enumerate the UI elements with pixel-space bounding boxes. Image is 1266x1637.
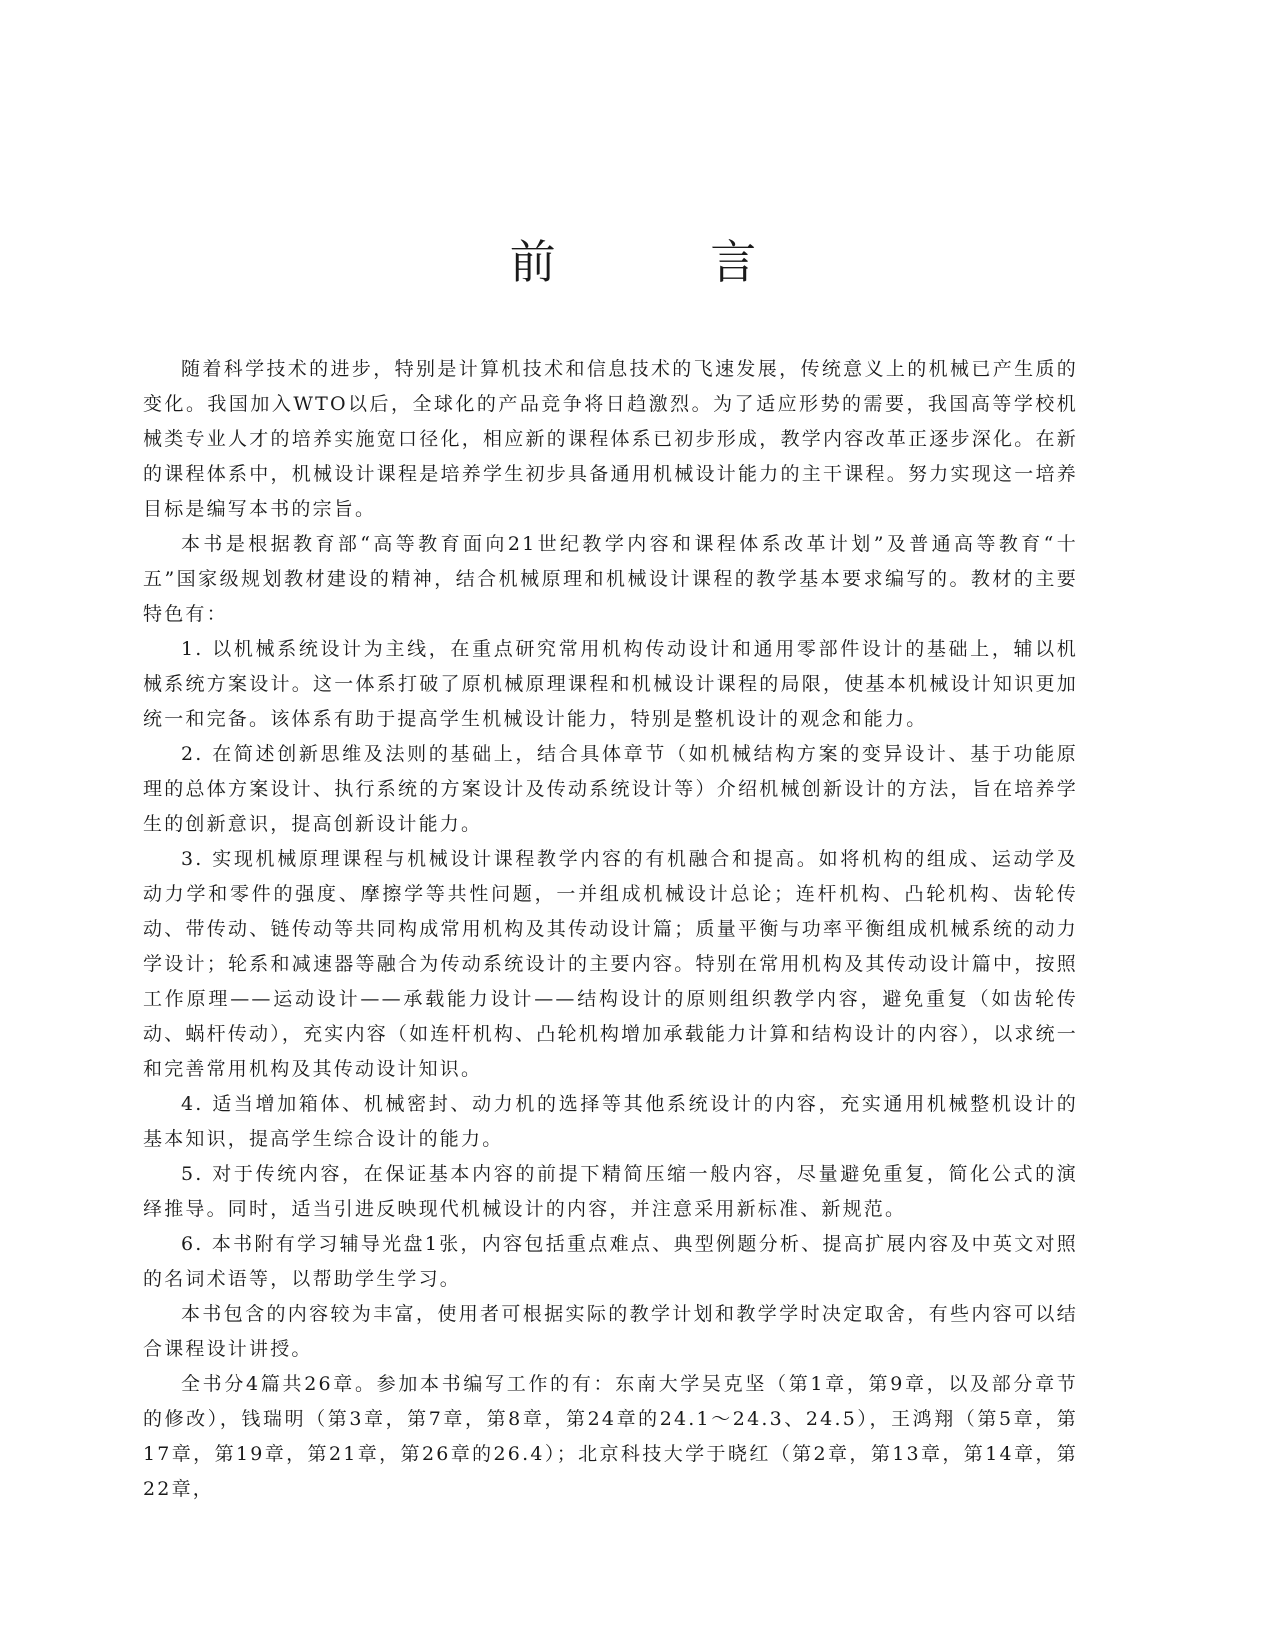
preface-body xyxy=(143,352,1078,1507)
paragraph-feature-4: 4. 适当增加箱体、机械密封、动力机的选择等其他系统设计的内容，充实通用机械整机设计的基本知识，提高学生综合设计的能力。 xyxy=(143,1093,1078,1150)
paragraph-authors: 全书分4篇共26章。参加本书编写工作的有：东南大学吴克坚（第1章，第9章，以及部分章节的修改），钱瑞明（第3章，第7章，第8章，第24章的24.1～24.3、24.5），王鸿翔（第5章，第17章，第19章，第21章，第26章的26.4）；北京科技大学于晓红（第2章，第13章，第14章，第22章， xyxy=(143,1373,1078,1500)
paragraph-feature-3: 3. 实现机械原理课程与机械设计课程教学内容的有机融合和提高。如将机构的组成、运动学及动力学和零件的强度、摩擦学等共性问题，一并组成机械设计总论；连杆机构、凸轮机构、齿轮传动、带传动、链传动等共同构成常用机构及其传动设计篇；质量平衡与功率平衡组成机械系统的动力学设计；轮系和减速器等融合为传动系统设计的主要内容。特别在常用机构及其传动设计篇中，按照工作原理——运动设计——承载能力设计——结构设计的原则组织教学内容，避免重复（如齿轮传动、蜗杆传动），充实内容（如连杆机构、凸轮机构增加承载能力计算和结构设计的内容），以求统一和完善常用机构及其传动设计知识。 xyxy=(143,848,1079,1080)
page-title: 前 言 xyxy=(509,235,827,289)
paragraph-intro: 随着科学技术的进步，特别是计算机技术和信息技术的飞速发展，传统意义上的机械已产生质的变化。我国加入WTO以后，全球化的产品竞争将日趋激烈。为了适应形势的需要，我国高等学校机械类专业人才的培养实施宽口径化，相应新的课程体系已初步形成，教学内容改革正逐步深化。在新的课程体系中，机械设计课程是培养学生初步具备通用机械设计能力的主干课程。努力实现这一培养目标是编写本书的宗旨。 xyxy=(143,358,1078,520)
paragraph-feature-6: 6. 本书附有学习辅导光盘1张，内容包括重点难点、典型例题分析、提高扩展内容及中英文对照的名词术语等，以帮助学生学习。 xyxy=(143,1233,1078,1290)
paragraph-feature-5: 5. 对于传统内容，在保证基本内容的前提下精简压缩一般内容，尽量避免重复，简化公式的演绎推导。同时，适当引进反映现代机械设计的内容，并注意采用新标准、新规范。 xyxy=(143,1163,1078,1220)
paragraph-usage: 本书包含的内容较为丰富，使用者可根据实际的教学计划和教学学时决定取舍，有些内容可以结合课程设计讲授。 xyxy=(143,1303,1078,1360)
paragraph-feature-2: 2. 在简述创新思维及法则的基础上，结合具体章节（如机械结构方案的变异设计、基于功能原理的总体方案设计、执行系统的方案设计及传动系统设计等）介绍机械创新设计的方法，旨在培养学生的创新意识，提高创新设计能力。 xyxy=(143,743,1078,835)
paragraph-basis: 本书是根据教育部“高等教育面向21世纪教学内容和课程体系改革计划”及普通高等教育“十五”国家级规划教材建设的精神，结合机械原理和机械设计课程的教学基本要求编写的。教材的主要特色有： xyxy=(143,533,1078,625)
paragraph-feature-1: 1. 以机械系统设计为主线，在重点研究常用机构传动设计和通用零部件设计的基础上，辅以机械系统方案设计。这一体系打破了原机械原理课程和机械设计课程的局限，使基本机械设计知识更加统一和完备。该体系有助于提高学生机械设计能力，特别是整机设计的观念和能力。 xyxy=(143,638,1078,730)
